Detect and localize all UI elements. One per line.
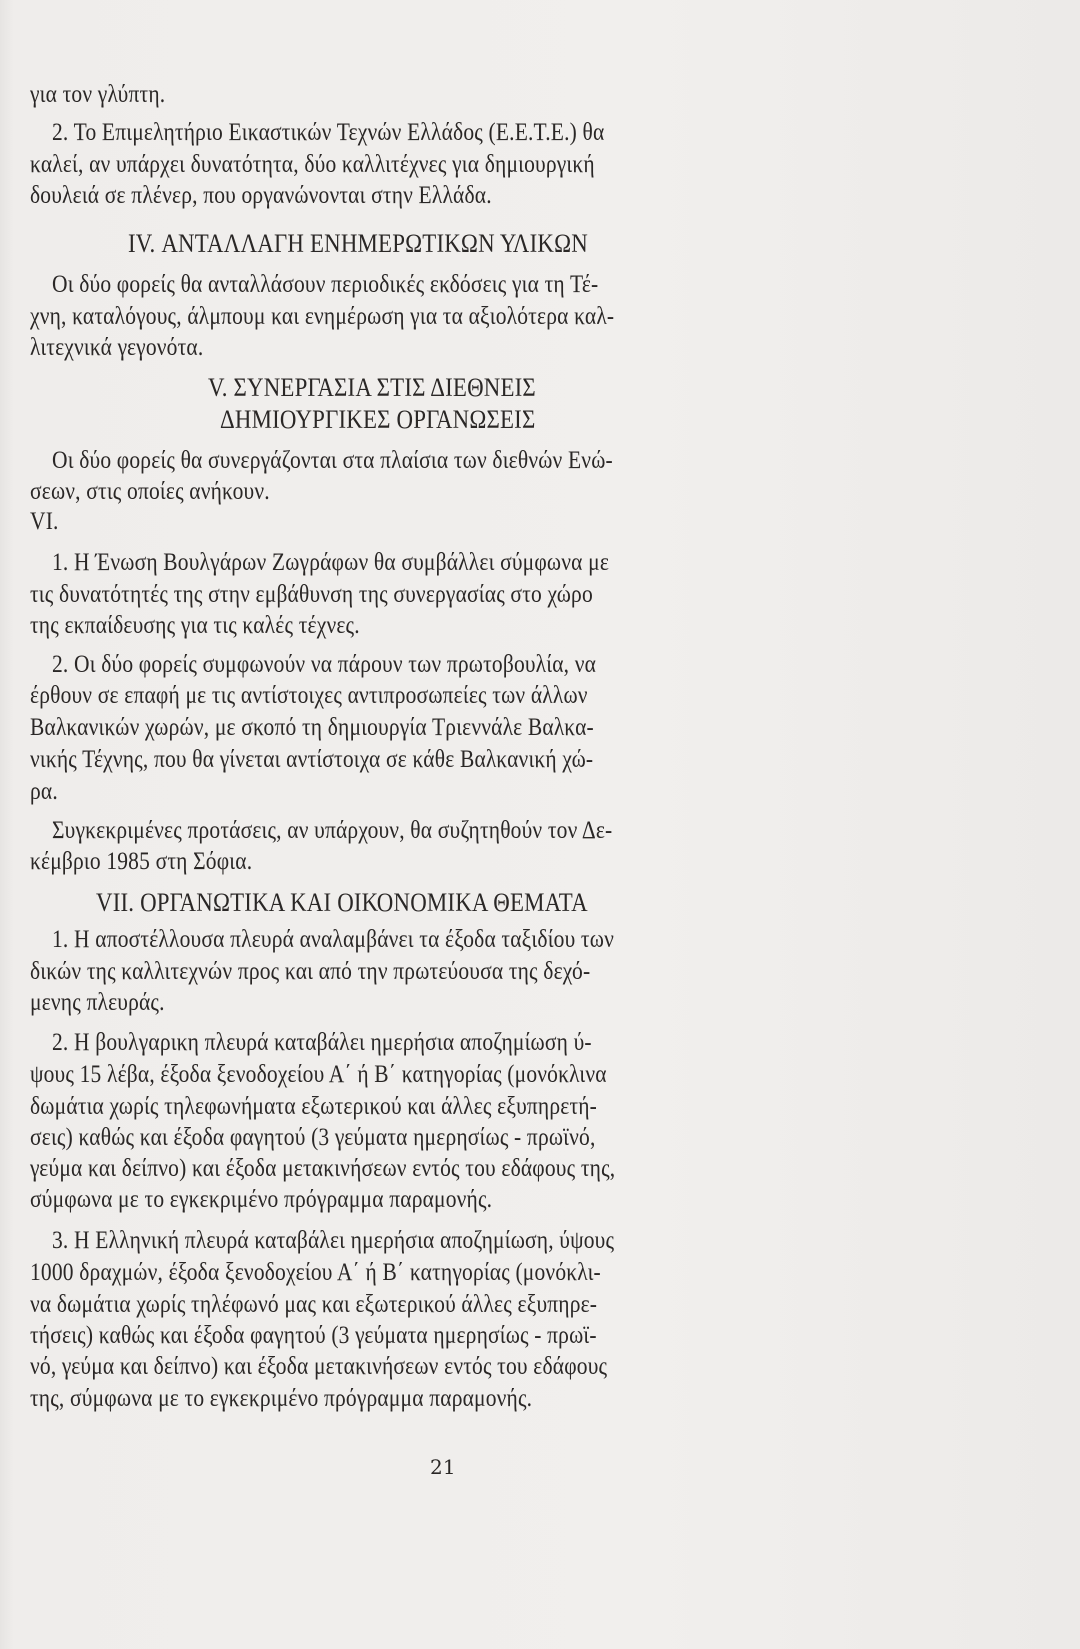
item-1-start: 1. Η Ένωση Βουλγάρων Ζωγράφων θα συμβάλλει σύμφωνα με [52, 549, 610, 576]
text-line: Βαλκανικών χωρών, με σκοπό τη δημιουργία Τριεννάλε Βαλκα- [30, 714, 594, 741]
text-line: ψους 15 λέβα, έξοδα ξενοδοχείου Α΄ ή Β΄ κατηγορίας (μονόκλινα [30, 1061, 607, 1088]
text-line: καλεί, αν υπάρχει δυνατότητα, δύο καλλιτέχνες για δημιουργική [30, 151, 595, 178]
text-line: τήσεις) καθώς και έξοδα φαγητού (3 γεύματα ημερησίως - πρωϊ- [30, 1322, 597, 1349]
item-2-start: 2. Η βουλγαρικη πλευρά καταβάλει ημερήσια αποζημίωση ύ- [52, 1029, 592, 1056]
text-line: 1000 δραχμών, έξοδα ξενοδοχείου Α΄ ή Β΄ κατηγορίας (μονόκλι- [30, 1259, 601, 1286]
text-line: μενης πλευράς. [30, 989, 165, 1016]
text-line: γεύμα και δείπνο) και έξοδα μετακινήσεων εντός του εδάφους της, [30, 1155, 616, 1182]
text-line: τις δυνατότητές της στην εμβάθυνση της συνεργασίας στο χώρο [30, 581, 593, 608]
text-line: να δωμάτια χωρίς τηλέφωνό μας και εξωτερικού άλλες εξυπηρε- [30, 1291, 598, 1318]
page-number: 21 [430, 1455, 456, 1479]
text-line: έρθουν σε επαφή με τις αντίστοιχες αντιπροσωπείες των άλλων [30, 682, 588, 709]
text-line: της, σύμφωνα με το εγκεκριμένο πρόγραμμα παραμονής. [30, 1385, 533, 1412]
text-line: ρα. [30, 778, 58, 805]
section-heading-v: V. ΣΥΝΕΡΓΑΣΙΑ ΣΤΙΣ ΔΙΕΘΝΕΙΣ [208, 373, 536, 402]
paragraph-start: Οι δύο φορείς θα ανταλλάσουν περιοδικές εκδόσεις για τη Τέ- [52, 271, 599, 298]
text-line: δικών της καλλιτεχνών προς και από την πρωτεύουσα της δεχό- [30, 958, 591, 985]
text-line: νό, γεύμα και δείπνο) και έξοδα μετακινήσεων εντός του εδάφους [30, 1353, 608, 1380]
text-line: σεις) καθώς και έξοδα φαγητού (3 γεύματα ημερησίως - πρωϊνό, [30, 1124, 596, 1151]
text-line: νικής Τέχνης, που θα γίνεται αντίστοιχα σε κάθε Βαλκανική χώ- [30, 746, 594, 773]
text-line: χνη, καταλόγους, άλμπουμ και ενημέρωση για τα αξιολότερα καλ- [30, 303, 615, 330]
item-2-start: 2. Οι δύο φορείς συμφωνούν να πάρουν των πρωτοβουλία, να [52, 651, 597, 678]
text-line: σεων, στις οποίες ανήκουν. [30, 478, 270, 505]
text-line: για τον γλύπτη. [30, 81, 166, 108]
text-line: λιτεχνικά γεγονότα. [30, 334, 204, 361]
section-heading-v-cont: ΔΗΜΙΟΥΡΓΙΚΕΣ ΟΡΓΑΝΩΣΕΙΣ [220, 405, 536, 434]
text-line: σύμφωνα με το εγκεκριμένο πρόγραμμα παραμονής. [30, 1186, 493, 1213]
item-1-start: 1. Η αποστέλλουσα πλευρά αναλαμβάνει τα έξοδα ταξιδίου των [52, 926, 614, 953]
text-line: δωμάτια χωρίς τηλεφωνήματα εξωτερικού και άλλες εξυπηρετή- [30, 1093, 598, 1120]
item-3-start: 3. Η Ελληνική πλευρά καταβάλει ημερήσια αποζημίωση, ύψους [52, 1227, 615, 1254]
paragraph-2-start: 2. Το Επιμελητήριο Εικαστικών Τεχνών Ελλάδος (Ε.Ε.Τ.Ε.) θα [52, 119, 605, 146]
paragraph-start: Συγκεκριμένες προτάσεις, αν υπάρχουν, θα συζητηθούν τον Δε- [52, 817, 613, 844]
section-heading-iv: IV. ΑΝΤΑΛΛΑΓΗ ΕΝΗΜΕΡΩΤΙΚΩΝ ΥΛΙΚΩΝ [128, 229, 588, 258]
section-heading-vi: VI. [30, 508, 59, 535]
paragraph-start: Οι δύο φορείς θα συνεργάζονται στα πλαίσια των διεθνών Ενώ- [52, 447, 613, 474]
text-line: κέμβριο 1985 στη Σόφια. [30, 848, 253, 875]
text-line: δουλειά σε πλένερ, που οργανώνονται στην Ελλάδα. [30, 182, 492, 209]
text-line: της εκπαίδευσης για τις καλές τέχνες. [30, 612, 360, 639]
section-heading-vii: VII. ΟΡΓΑΝΩΤΙΚΑ ΚΑΙ ΟΙΚΟΝΟΜΙΚΑ ΘΕΜΑΤΑ [96, 888, 588, 917]
